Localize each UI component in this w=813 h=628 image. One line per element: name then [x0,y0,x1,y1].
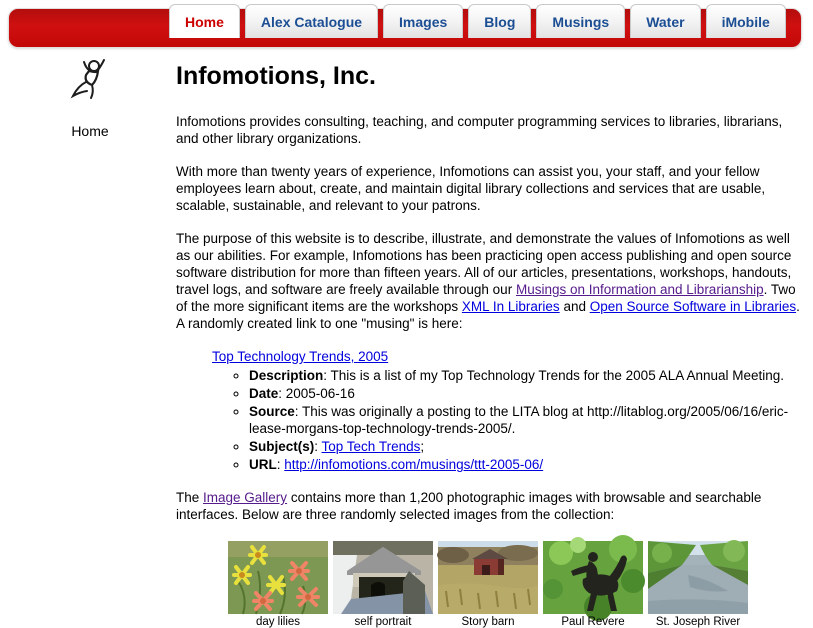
caption-day-lilies: day lilies [255,616,301,628]
tab-home[interactable]: Home [169,4,240,38]
musing-date-text: : 2005-06-16 [278,386,355,401]
musing-subjects-suffix: ; [420,439,425,454]
top-tech-trends-2005-link[interactable]: Top Technology Trends, 2005 [212,349,389,364]
xml-in-libraries-link[interactable]: XML In Libraries [461,299,560,314]
purpose-text-1: The purpose of this website is to describe, illustrate, and demonstrate the values of Infomotions as well as our abilities. For example, Infomotions has been practicing open access publishing and open source software distribution for more than fifteen years. All of our articles, presentations, workshops, handouts, travel logs, and software are freely available through our [176,231,792,297]
caption-st-joseph-river: St. Joseph River [655,616,741,628]
musing-description-text: : This is a list of my Top Technology Trends for the 2005 ALA Annual Meeting. [323,368,785,383]
musing-subjects-sep: : [314,439,322,454]
open-source-software-link[interactable]: Open Source Software in Libraries [589,299,797,314]
purpose-paragraph [176,230,802,332]
musing-subjects-label: Subject(s) [249,439,315,454]
gallery-paragraph [176,489,802,523]
musing-subjects-item [249,438,802,455]
musing-url-label: URL [249,457,277,472]
musing-source-item [249,403,802,437]
thumbnail-paul-revere[interactable] [543,541,643,628]
main-content [176,58,802,628]
intro-paragraph: Infomotions provides consulting, teaching, and computer programming services to libraries, librarians, and other library organizations. [176,114,783,146]
tab-alex-catalogue[interactable]: Alex Catalogue [245,4,378,38]
caption-self-portrait: self portrait [354,616,412,628]
musing-date-item [249,385,802,402]
random-musing-block [212,348,802,473]
musing-date-label: Date [249,386,279,401]
thumbnail-st-joseph-river[interactable] [648,541,748,628]
musing-url-link[interactable]: http://infomotions.com/musings/ttt-2005-06/ [284,457,544,472]
purpose-text-4: . A randomly created link to one "musing" is here: [176,299,800,331]
gallery-text-2: contains more than 1,200 photographic images with browsable and searchable interfaces. Below are three randomly selected images from the collection: [176,490,762,522]
musing-source-label: Source [249,404,295,419]
thumbnail-self-portrait[interactable] [333,541,433,628]
tab-water[interactable]: Water [630,4,700,38]
musing-url-sep: : [276,457,285,472]
gallery-text-1: The [176,490,204,505]
sidebar-home-label: Home [71,123,109,139]
tab-imobile[interactable]: iMobile [706,4,786,38]
tab-images[interactable]: Images [383,4,463,38]
caption-story-barn: Story barn [461,616,515,628]
page-title: Infomotions, Inc. [176,62,376,90]
experience-paragraph: With more than twenty years of experience, Infomotions can assist you, your staff, and your fellow employees learn about, create, and maintain digital library collections and services that are usable, scalable, sustainable, and relevant to your patrons. [176,164,766,213]
tab-musings[interactable]: Musings [536,4,625,38]
caption-paul-revere: Paul Revere [561,616,625,628]
top-tech-trends-subject-link[interactable]: Top Tech Trends [321,439,421,454]
random-image-gallery [228,541,802,628]
musing-url-item [249,456,802,473]
image-gallery-link[interactable]: Image Gallery [203,490,288,505]
musing-description-label: Description [249,368,324,383]
thumbnail-story-barn[interactable] [438,541,538,628]
thumbnail-day-lilies[interactable] [228,541,328,628]
musing-detail-list [212,367,802,473]
purpose-text-2: . Two of the more significant items are the workshops [176,282,796,314]
musings-link[interactable]: Musings on Information and Librarianship [515,282,764,297]
sidebar [58,58,122,139]
main-nav [169,4,786,38]
musing-description-item [249,367,802,384]
dancing-person-logo-icon[interactable] [70,58,110,104]
musing-source-text: : This was originally a posting to the LITA blog at http://litablog.org/2005/06/16/eric-lease-morgans-top-technology-trends-2005/. [249,404,789,436]
purpose-text-3: and [559,299,590,314]
tab-blog[interactable]: Blog [468,4,531,38]
